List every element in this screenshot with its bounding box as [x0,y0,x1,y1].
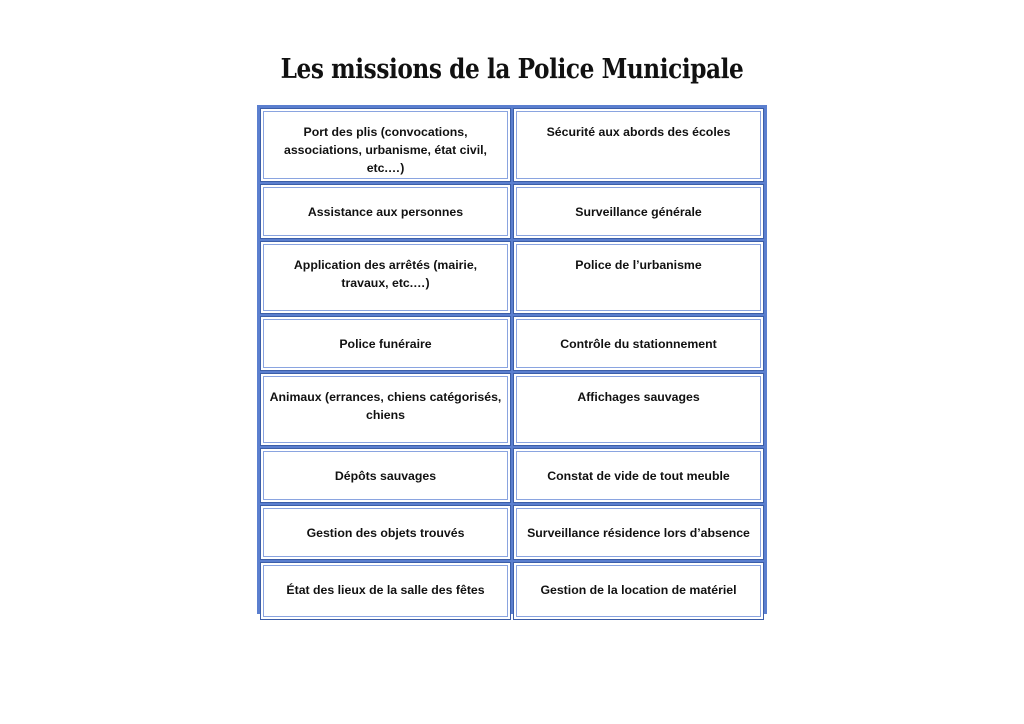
mission-cell: Gestion des objets trouvés [260,505,511,560]
mission-cell: État des lieux de la salle des fêtes [260,562,511,620]
mission-cell: Affichages sauvages [513,373,764,446]
mission-cell: Constat de vide de tout meuble [513,448,764,503]
mission-cell: Police de l’urbanisme [513,241,764,314]
mission-cell: Assistance aux personnes [260,184,511,239]
mission-cell: Contrôle du stationnement [513,316,764,371]
mission-cell: Police funéraire [260,316,511,371]
mission-cell: Dépôts sauvages [260,448,511,503]
mission-cell: Animaux (errances, chiens catégorisés, chiens [260,373,511,446]
mission-cell: Surveillance résidence lors d’absence [513,505,764,560]
mission-cell: Application des arrêtés (mairie, travaux, etc.…) [260,241,511,314]
mission-cell: Port des plis (convocations, associations, urbanisme, état civil, etc.…) [260,108,511,182]
mission-cell: Sécurité aux abords des écoles [513,108,764,182]
missions-table [257,105,767,614]
page-title: Les missions de la Police Municipale [280,54,744,85]
mission-cell: Gestion de la location de matériel [513,562,764,620]
mission-cell: Surveillance générale [513,184,764,239]
